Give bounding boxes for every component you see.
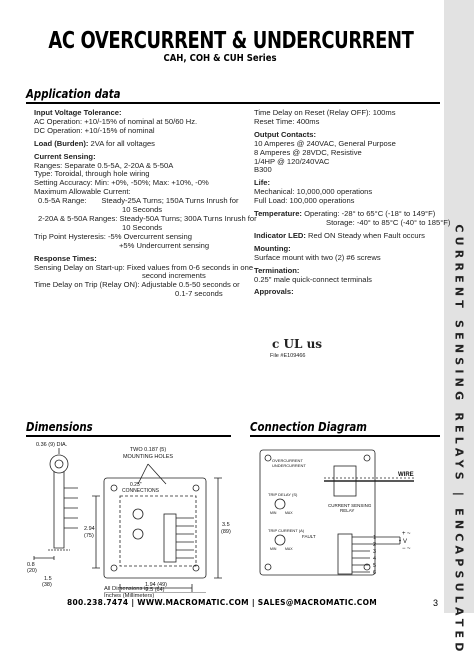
load-row	[34, 140, 249, 149]
terminal-3: 3	[373, 549, 377, 555]
fault-label: FAULT	[302, 534, 316, 539]
max-label: MAX	[285, 511, 293, 515]
ac-operation: AC Operation: +10/-15% of nominal at 50/60 Hz.	[34, 116, 198, 126]
indicator-row	[254, 232, 442, 241]
approvals-label: Approvals:	[254, 287, 294, 297]
mounting-label: Mounting:	[254, 243, 291, 253]
voltage-label: V	[403, 539, 408, 545]
overunder-label-2: UNDERCURRENT	[272, 463, 306, 468]
contacts-line: 10 Amperes @ 240VAC, General Purpose	[254, 138, 396, 148]
contacts-line: 1/4HP @ 120/240VAC	[254, 156, 330, 166]
startup-delay: Sensing Delay on Start-up: Fixed values from 0-6 seconds in one	[34, 262, 254, 272]
dc-operation: DC Operation: +10/-15% of nominal	[34, 125, 155, 135]
indicator-value: Red ON Steady when Fault occurs	[305, 230, 425, 240]
range2-row: 2-20A & 5-50A Ranges: Steady-50A Turns; 300A Turns Inrush for	[38, 213, 257, 223]
reset-delay: Time Delay on Reset (Relay OFF): 100ms	[254, 108, 396, 117]
depth1-label: 0.8	[27, 562, 35, 568]
dimensions-rule	[26, 435, 231, 437]
trip-delay-label: TRIP DELAY (S)	[268, 492, 298, 497]
sidebar-label: CURRENT SENSING RELAYS | ENCAPSULATED	[452, 224, 466, 656]
load-label: Load (Burden):	[34, 138, 89, 148]
terminal-6: 6	[373, 570, 377, 576]
temperature-operating: Operating: -28° to 65°C (-18° to 149°F)	[301, 209, 436, 219]
connection-rule	[250, 435, 440, 437]
termination-value: 0.25" male quick-connect terminals	[254, 274, 372, 284]
ac-symbol: ~	[407, 531, 411, 537]
minus-sign: −	[402, 546, 406, 552]
height1-label: 2.94	[84, 526, 95, 532]
temperature-label: Temperature:	[254, 209, 302, 219]
startup-delay-cont: second increments	[142, 271, 206, 281]
connection-heading: Connection Diagram	[250, 420, 367, 434]
max-label: MAX	[285, 547, 293, 551]
dimensions-drawing	[26, 438, 241, 593]
temperature-storage: Storage: -40° to 85°C (-40° to 185°F)	[326, 217, 451, 227]
page-subtitle: CAH, COH & CUH Series	[163, 53, 277, 64]
sensing-line: Type: Toroidal, through hole wiring	[34, 169, 150, 179]
range2-cont: 10 Seconds	[122, 222, 163, 232]
trip-delay-cont: 0.1-7 seconds	[175, 289, 223, 299]
left-column	[34, 108, 257, 299]
footer-contact: 800.238.7474 | WWW.MACROMATIC.COM | SALES@MACROMATIC.COM	[66, 598, 378, 607]
input-voltage-label: Input Voltage Tolerance:	[34, 108, 122, 117]
min-label: MIN	[270, 547, 277, 551]
width1-label: 1.94 (49)	[144, 582, 168, 588]
right-column	[254, 108, 451, 297]
range1-label: 0.5-5A Range:	[38, 196, 87, 206]
terminal-1: 1	[373, 535, 377, 541]
mounting-holes-label-1: TWO 0.187 (5)	[129, 447, 167, 453]
note-line: All Dimensions in	[104, 586, 149, 592]
contacts-line: B300	[254, 165, 272, 175]
height1-mm: (75)	[84, 533, 94, 539]
trip-current-label: TRIP CURRENT (A)	[268, 528, 305, 533]
termination-label: Termination:	[254, 265, 300, 275]
contacts-line: 8 Amperes @ 28VDC, Resistive	[254, 147, 362, 157]
range1-value: Steady-25A Turns; 150A Turns Inrush for	[101, 196, 239, 206]
response-label: Response Times:	[34, 253, 97, 263]
indicator-label: Indicator LED:	[254, 230, 306, 240]
depth2-mm: (38)	[42, 582, 52, 588]
height2-label: 3.5	[222, 522, 230, 528]
reset-time: Reset Time: 400ms	[254, 116, 320, 126]
hysteresis-over: Trip Point Hysteresis: -5% Overcurrent sensing	[34, 231, 192, 241]
application-rule	[26, 102, 440, 104]
sensing-line: Ranges: Separate 0.5-5A, 2-20A & 5-50A	[34, 160, 174, 170]
sensing-label-2: RELAY	[340, 508, 355, 513]
application-heading: Application data	[26, 87, 121, 101]
mounting-value: Surface mount with two (2) #6 screws	[254, 252, 381, 262]
depth2-label: 1.5	[44, 576, 52, 582]
width2-label: 2.5 (64)	[145, 587, 165, 593]
contacts-label: Output Contacts:	[254, 129, 317, 139]
wire-label: WIRE	[398, 472, 414, 478]
mounting-holes-label-2: MOUNTING HOLES	[122, 454, 174, 460]
hysteresis-under: +5% Undercurrent sensing	[119, 240, 210, 250]
dimensions-heading: Dimensions	[26, 420, 93, 434]
current-sensing-label: Current Sensing:	[34, 151, 96, 161]
sensing-line: Setting Accuracy: Min: +0%, -50%; Max: +10%, -0%	[34, 178, 209, 188]
hole-dia-label: 0.36 (9) DIA.	[36, 442, 68, 448]
sensing-label-1: CURRENT SENSING	[328, 503, 372, 508]
life-label: Life:	[254, 178, 271, 188]
connections-label-1: 0.25"	[130, 482, 142, 488]
ac-symbol: ~	[407, 546, 411, 552]
plus-sign: +	[402, 531, 406, 537]
ul-logo: c UL us	[272, 337, 323, 351]
terminal-2: 2	[373, 542, 377, 548]
note-line: Inches (Millimeters)	[104, 592, 155, 599]
min-label: MIN	[270, 511, 277, 515]
terminal-5: 5	[373, 563, 377, 569]
connection-diagram	[250, 440, 440, 590]
terminal-4: 4	[373, 556, 377, 562]
page-number: 3	[433, 598, 439, 608]
page-title: AC OVERCURRENT & UNDERCURRENT	[48, 28, 414, 54]
life-line: Mechanical: 10,000,000 operations	[254, 187, 373, 197]
sensing-line: Maximum Allowable Current:	[34, 187, 131, 197]
load-value: 2VA for all voltages	[88, 138, 155, 148]
ul-file-number: File #E109466	[270, 353, 306, 359]
depth1-mm: (20)	[27, 568, 37, 574]
height2-mm: (89)	[221, 529, 231, 535]
overunder-label-1: OVERCURRENT	[272, 458, 303, 463]
life-line: Full Load: 100,000 operations	[254, 196, 355, 206]
connections-label-2: CONNECTIONS	[122, 488, 159, 494]
trip-delay: Time Delay on Trip (Relay ON): Adjustable 0.5-50 seconds or	[34, 280, 240, 290]
range1-cont: 10 Seconds	[122, 205, 163, 215]
